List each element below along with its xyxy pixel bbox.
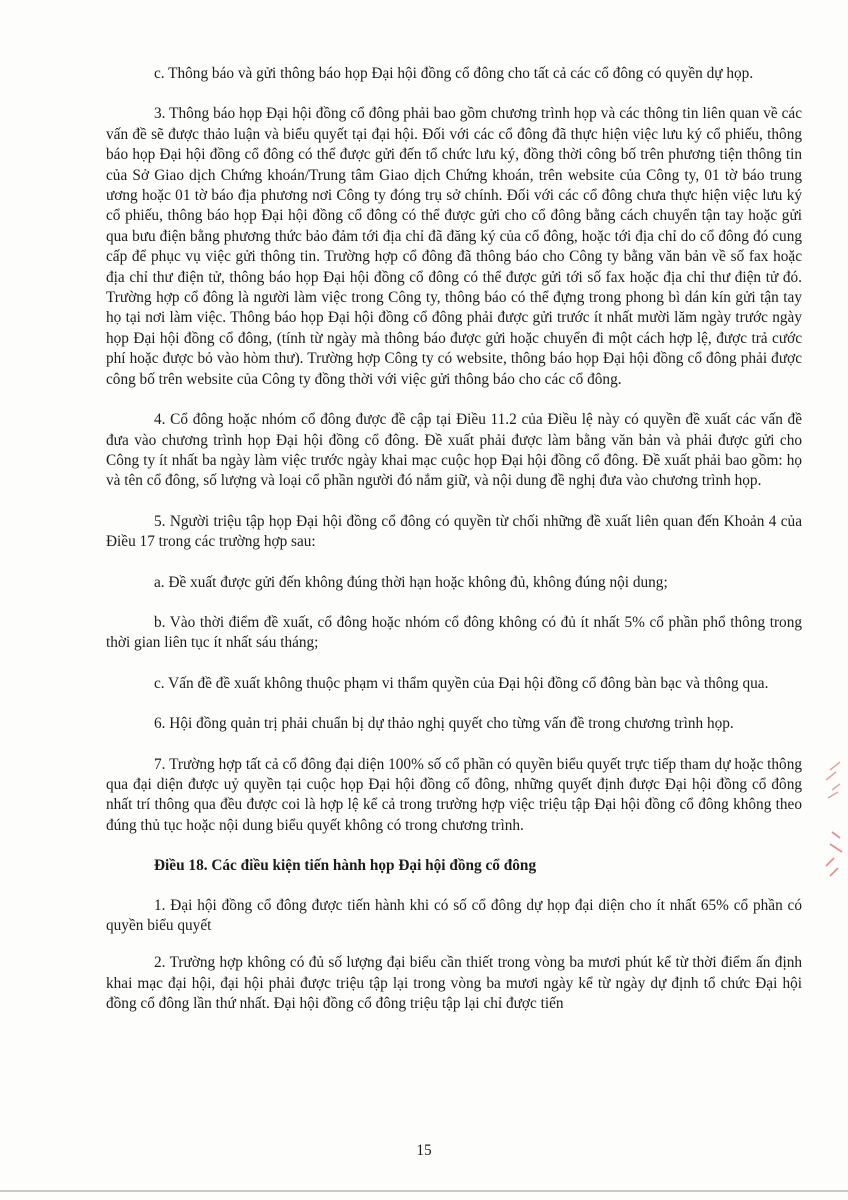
article-18-paragraph-1: 1. Đại hội đồng cổ đông được tiến hành khi có số cổ đông dự họp đại diện cho ít nhất 65% cổ phần có quyền biểu quyết bbox=[106, 896, 802, 934]
paragraph-5b: b. Vào thời điểm đề xuất, cổ đông hoặc nhóm cổ đông không có đủ ít nhất 5% cổ phần phổ thông trong thời gian liên tục ít nhất sáu tháng; bbox=[106, 613, 802, 652]
paragraph-3: 3. Thông báo họp Đại hội đồng cổ đông phải bao gồm chương trình họp và các thông tin liên quan về các vấn đề sẽ được thảo luận và biểu quyết tại đại hội. Đối với các cổ đông đã thực hiện việc lưu ký cổ phiếu, thông báo họp Đại hội đồng cổ đông có thể được gửi đến tổ chức lưu ký, đồng thời công bố trên phương tiện thông tin của Sở Giao dịch Chứng khoán/Trung tâm Giao dịch Chứng khoán, trên website của Công ty, 01 tờ báo trung ương hoặc 01 tờ báo địa phương nơi Công ty đóng trụ sở chính. Đối với các cổ đông chưa thực hiện việc lưu ký cổ phiếu, thông báo họp Đại hội đồng cổ đông có thể được gửi cho cổ đông bằng cách chuyển tận tay hoặc gửi qua bưu điện bằng phương thức bảo đảm tới địa chỉ đã đăng ký của cổ đông, hoặc tới địa chỉ do cổ đông đó cung cấp để phục vụ việc gửi thông tin. Trường hợp cổ đông đã thông báo cho Công ty bằng văn bản về số fax hoặc địa chỉ thư điện tử, thông báo họp Đại hội đồng cổ đông có thể được gửi tới số fax hoặc địa chỉ thư điện tử đó. Trường hợp cổ đông là người làm việc trong Công ty, thông báo có thể đựng trong phong bì dán kín gửi tận tay họ tại nơi làm việc. Thông báo họp Đại hội đồng cổ đông phải được gửi trước ít nhất mười lăm ngày trước ngày họp Đại hội đồng cổ đông, (tính từ ngày mà thông báo được gửi hoặc chuyển đi một cách hợp lệ, được trả cước phí hoặc được bỏ vào hòm thư). Trường hợp Công ty có website, thông báo họp Đại hội đồng cổ đông phải được công bố trên website của Công ty đồng thời với việc gửi thông báo cho các cổ đông. bbox=[106, 105, 802, 388]
paragraph-2c: c. Thông báo và gửi thông báo họp Đại hội đồng cổ đông cho tất cả các cổ đông có quyền dự họp. bbox=[154, 65, 754, 82]
paragraph-4: 4. Cổ đông hoặc nhóm cổ đông được đề cập tại Điều 11.2 của Điều lệ này có quyền đề xuất các vấn đề đưa vào chương trình họp Đại hội đồng cổ đông. Đề xuất phải được làm bằng văn bản và phải được gửi cho Công ty ít nhất ba ngày làm việc trước ngày khai mạc cuộc họp Đại hội đồng cổ đông. Đề xuất phải bao gồm: họ và tên cổ đông, số lượng và loại cổ phần người đó nắm giữ, và nội dung đề nghị đưa vào chương trình họp. bbox=[106, 411, 802, 490]
stamp-edge-mark-icon bbox=[822, 830, 844, 881]
page-number: 15 bbox=[416, 1142, 432, 1159]
paragraph-6: 6. Hội đồng quản trị phải chuẩn bị dự thảo nghị quyết cho từng vấn đề trong chương trình họp. bbox=[154, 715, 734, 733]
paragraph-5a: a. Đề xuất được gửi đến không đúng thời hạn hoặc không đủ, không đúng nội dung; bbox=[154, 573, 668, 591]
article-18-heading: Điều 18. Các điều kiện tiến hành họp Đại hội đồng cổ đông bbox=[154, 857, 537, 875]
paragraph-5c: c. Vấn đề đề xuất không thuộc phạm vi thẩm quyền của Đại hội đồng cổ đông bàn bạc và thông qua. bbox=[154, 674, 769, 692]
stamp-edge-mark-icon bbox=[822, 760, 844, 803]
page-body bbox=[106, 64, 802, 1032]
scan-edge-line bbox=[0, 1190, 848, 1192]
paragraph-5: 5. Người triệu tập họp Đại hội đồng cổ đông có quyền từ chối những đề xuất liên quan đến Khoản 4 của Điều 17 trong các trường hợp sau: bbox=[106, 512, 802, 551]
article-18-paragraph-2: 2. Trường hợp không có đủ số lượng đại biểu cần thiết trong vòng ba mươi phút kể từ thời điểm ấn định khai mạc đại hội, đại hội phải được triệu tập lại trong vòng ba mươi ngày kể từ ngày dự định tổ chức Đại hội đồng cổ đông lần thứ nhất. Đại hội đồng cổ đông triệu tập lại chỉ được tiến bbox=[106, 954, 802, 1013]
paragraph-7: 7. Trường hợp tất cả cổ đông đại diện 100% số cổ phần có quyền biểu quyết trực tiếp tham dự hoặc thông qua đại diện được uỷ quyền tại cuộc họp Đại hội đồng cổ đông, những quyết định được Đại hội đồng cổ đông nhất trí thông qua đều được coi là hợp lệ kể cả trong trường hợp việc triệu tập Đại hội đồng cổ đông không theo đúng thủ tục hoặc nội dung biểu quyết không có trong chương trình. bbox=[106, 755, 802, 834]
